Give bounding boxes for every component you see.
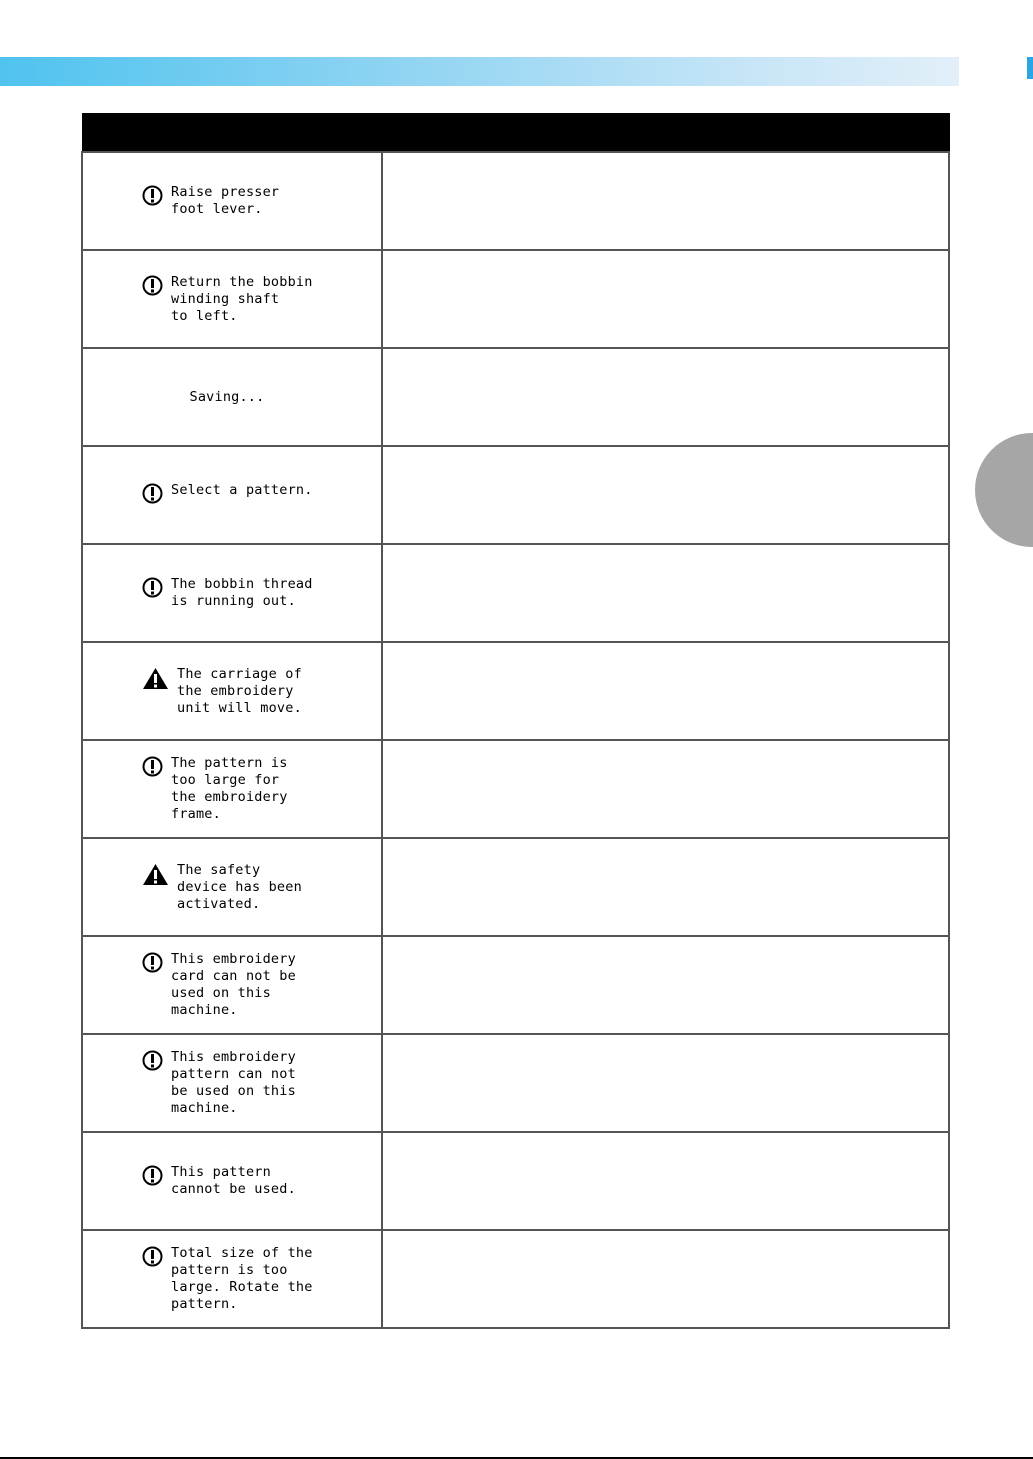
- table-row: [82, 152, 949, 250]
- exclamation-circle-icon: [142, 1246, 163, 1271]
- cause-remedy-cell: [382, 936, 949, 1034]
- chapter-tab: [975, 433, 1033, 547]
- message-text: The carriage of the embroidery unit will move.: [177, 665, 302, 716]
- table-header-message: [82, 114, 382, 153]
- table-row: [82, 642, 949, 740]
- cause-remedy-cell: [382, 348, 949, 446]
- table-row: [82, 936, 949, 1034]
- exclamation-circle-icon: [142, 275, 163, 300]
- screen-message: [142, 862, 381, 913]
- message-cell: [82, 348, 382, 446]
- message-text: Return the bobbin winding shaft to left.: [171, 273, 313, 324]
- exclamation-circle-icon: [142, 952, 163, 977]
- message-text: The safety device has been activated.: [177, 861, 302, 912]
- cause-remedy-cell: [382, 544, 949, 642]
- cause-remedy-cell: [382, 1034, 949, 1132]
- screen-message: [142, 755, 381, 823]
- exclamation-circle-icon: [142, 756, 163, 781]
- cause-remedy-cell: [382, 1132, 949, 1230]
- warning-triangle-icon: [142, 667, 169, 694]
- cause-remedy-cell: [382, 838, 949, 936]
- table-row: [82, 1230, 949, 1328]
- message-text: Saving...: [189, 388, 265, 405]
- message-text: Select a pattern.: [171, 482, 313, 498]
- message-cell: [82, 740, 382, 838]
- table-row: [82, 740, 949, 838]
- screen-message: [83, 389, 381, 406]
- exclamation-circle-icon: [142, 185, 163, 210]
- exclamation-circle-icon: [142, 1050, 163, 1075]
- message-text: This embroidery pattern can not be used on this machine.: [171, 1049, 296, 1116]
- message-cell: [82, 250, 382, 348]
- message-cell: [82, 642, 382, 740]
- table-header-row: [82, 114, 949, 153]
- error-message-table: [81, 113, 950, 1329]
- message-cell: [82, 838, 382, 936]
- cause-remedy-cell: [382, 250, 949, 348]
- table-header-cause: [382, 114, 949, 153]
- cause-remedy-cell: [382, 1230, 949, 1328]
- table-row: [82, 1132, 949, 1230]
- screen-message: [142, 951, 381, 1019]
- corner-mark: [1027, 57, 1033, 79]
- screen-message: [142, 482, 381, 508]
- warning-triangle-icon: [142, 863, 169, 890]
- message-text: Total size of the pattern is too large. Rotate the pattern.: [171, 1245, 313, 1312]
- cause-remedy-cell: [382, 446, 949, 544]
- exclamation-circle-icon: [142, 1165, 163, 1190]
- message-cell: [82, 1034, 382, 1132]
- table-row: [82, 348, 949, 446]
- screen-message: [142, 274, 381, 325]
- exclamation-circle-icon: [142, 483, 163, 508]
- message-text: This pattern cannot be used.: [171, 1164, 296, 1197]
- table-row: [82, 544, 949, 642]
- screen-message: [142, 1245, 381, 1313]
- cause-remedy-cell: [382, 740, 949, 838]
- screen-message: [142, 184, 381, 218]
- message-text: This embroidery card can not be used on this machine.: [171, 951, 296, 1018]
- message-text: The bobbin thread is running out.: [171, 576, 313, 609]
- screen-message: [142, 666, 381, 717]
- message-text: The pattern is too large for the embroidery frame.: [171, 755, 288, 822]
- table-row: [82, 1034, 949, 1132]
- screen-message: [142, 1164, 381, 1198]
- table-row: [82, 250, 949, 348]
- message-cell: [82, 936, 382, 1034]
- screen-message: [142, 1049, 381, 1117]
- message-text: Raise presser foot lever.: [171, 184, 280, 217]
- message-cell: [82, 1132, 382, 1230]
- message-cell: [82, 446, 382, 544]
- cause-remedy-cell: [382, 152, 949, 250]
- header-gradient-bar: [0, 57, 959, 86]
- table-row: [82, 446, 949, 544]
- message-cell: [82, 544, 382, 642]
- exclamation-circle-icon: [142, 577, 163, 602]
- message-cell: [82, 152, 382, 250]
- screen-message: [142, 576, 381, 610]
- table-row: [82, 838, 949, 936]
- cause-remedy-cell: [382, 642, 949, 740]
- message-cell: [82, 1230, 382, 1328]
